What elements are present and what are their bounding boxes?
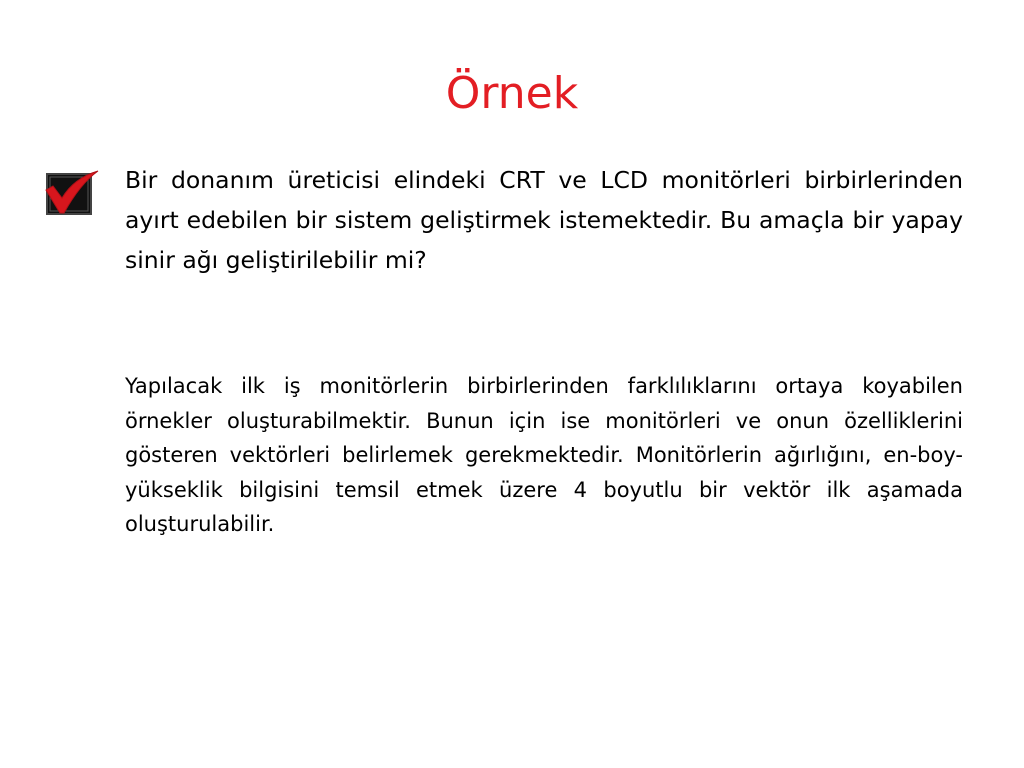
slide-title: Örnek: [445, 68, 579, 119]
paragraph-answer: Yapılacak ilk iş monitörlerin birbirlerinden farklılıklarını ortaya koyabilen örnekler oluşturabilmektir. Bunun için ise monitörleri ve onun özelliklerini gösteren vektörleri belirlemek gerekmektedir. Monitörlerin ağırlığını, en-boy-yükseklik bilgisini temsil etmek üzere 4 boyutlu bir vektör ilk aşamada oluşturulabilir.: [125, 374, 963, 536]
checkbox-checked-icon: [44, 168, 100, 218]
paragraph-question: Bir donanım üreticisi elindeki CRT ve LCD monitörleri birbirlerinden ayırt edebilen bir sistem geliştirmek istemektedir. Bu amaçla bir yapay sinir ağı geliştirilebilir mi?: [125, 166, 963, 274]
